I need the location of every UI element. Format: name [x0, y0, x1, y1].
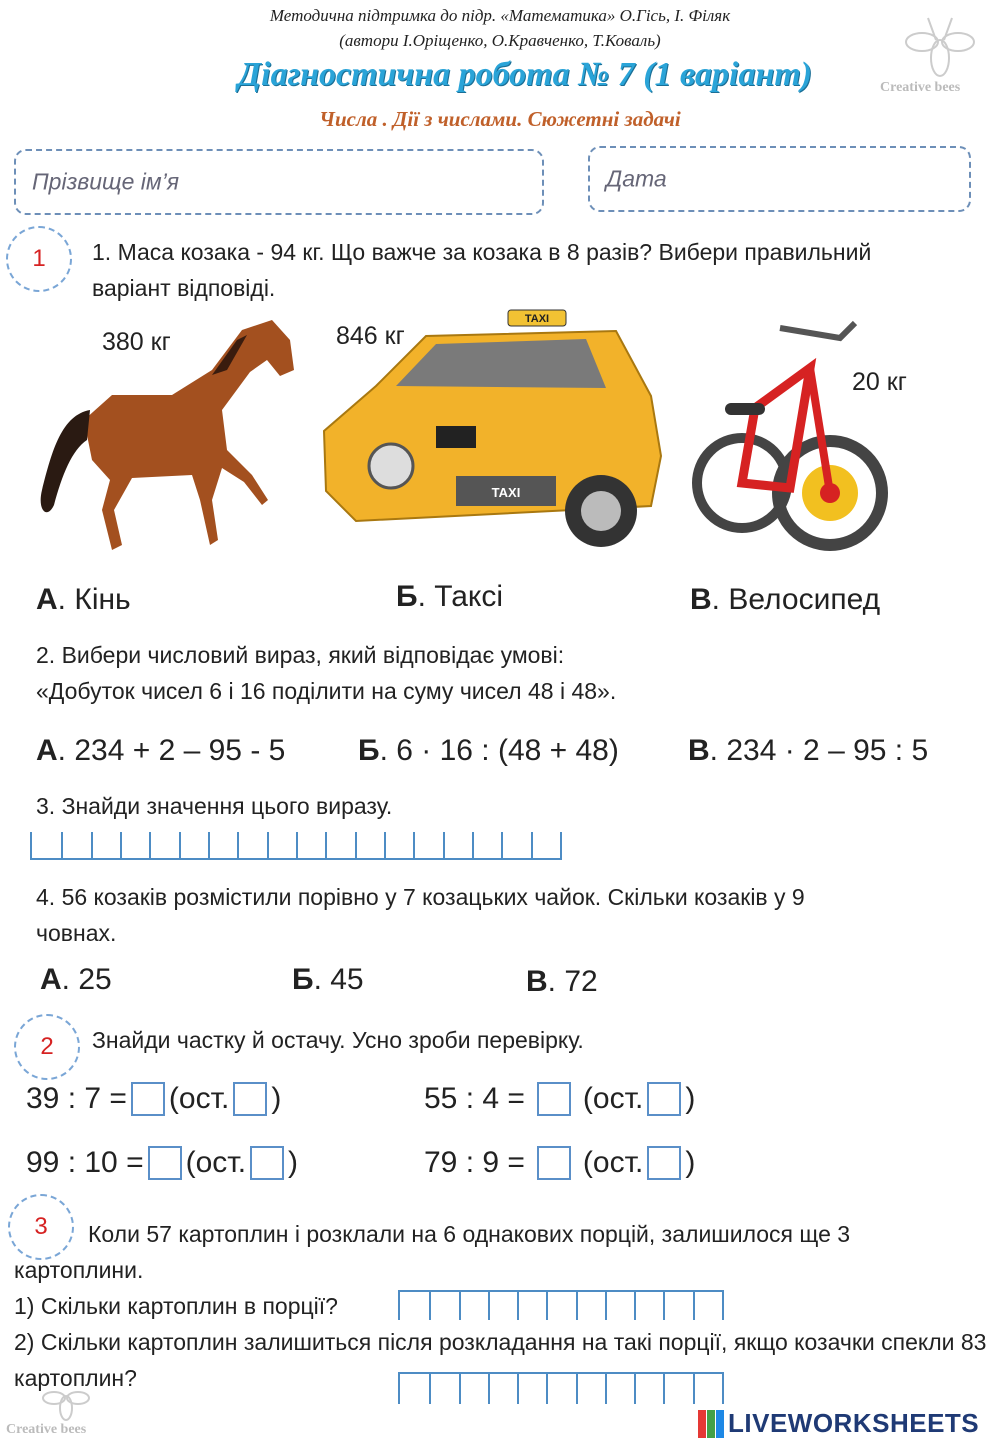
grid-line: [576, 1374, 578, 1404]
watermark-text: Creative bees: [880, 80, 961, 95]
grid-line: [634, 1374, 636, 1404]
quotient-input[interactable]: [537, 1082, 571, 1116]
q2-option-c[interactable]: В. 234 · 2 – 95 : 5: [688, 734, 929, 767]
horse-weight: 380 кг: [102, 328, 171, 356]
q2-option-b[interactable]: Б. 6 · 16 : (48 + 48): [358, 734, 619, 767]
task-2-text: Знайди частку й остачу. Усно зроби перевірку.: [92, 1027, 584, 1053]
grid-line: [459, 1374, 461, 1404]
grid-line: [413, 832, 415, 858]
q4-option-a[interactable]: А. 25: [40, 963, 112, 996]
q2-option-a[interactable]: А. 234 + 2 – 95 - 5: [36, 734, 286, 767]
watermark-text: Creative bees: [6, 1422, 87, 1437]
task-badge-3: 3: [8, 1194, 74, 1260]
grid-line: [693, 1292, 695, 1320]
page-subtitle: Числа . Дії з числами. Сюжетні задачі: [319, 107, 681, 131]
header-line-2: (автори І.Оріщенко, О.Кравченко, Т.Коваль): [339, 31, 661, 50]
bicycle-icon: [697, 323, 882, 545]
quotient-input[interactable]: [131, 1082, 165, 1116]
grid-line: [179, 832, 181, 858]
grid-line: [296, 832, 298, 858]
grid-line: [663, 1292, 665, 1320]
task-badge-1: 1: [6, 226, 72, 292]
bee-logo: [880, 10, 988, 100]
task-3-question-2: 2) Скільки картоплин залишиться після розкладання на такі порції, якщо козачки спекли 83 картоплин?: [14, 1329, 987, 1391]
division-row-1-right: 55 : 4 = (ост. ): [424, 1082, 696, 1115]
grid-line: [693, 1374, 695, 1404]
taxi-plate: TAXI: [491, 485, 521, 500]
q3-answer-grid[interactable]: [30, 832, 562, 860]
grid-line: [605, 1374, 607, 1404]
grid-line: [149, 832, 151, 858]
grid-line: [472, 832, 474, 858]
task-badge-2: 2: [14, 1014, 80, 1080]
grid-line: [546, 1292, 548, 1320]
grid-line: [120, 832, 122, 858]
division-row-1-left: 39 : 7 = (ост. ): [26, 1082, 282, 1115]
grid-line: [531, 832, 533, 858]
quotient-input[interactable]: [537, 1146, 571, 1180]
name-field[interactable]: [14, 149, 544, 215]
grid-line: [443, 832, 445, 858]
brand-text: LIVEWORKSHEETS: [728, 1408, 980, 1438]
division-row-2-left: 99 : 10 = (ост. ): [26, 1146, 299, 1179]
horse-image: [22, 300, 297, 560]
date-field[interactable]: [588, 146, 971, 212]
horse-icon: [41, 320, 294, 550]
grid-line: [61, 832, 63, 858]
taxi-image: [316, 306, 666, 561]
quotient-input[interactable]: [148, 1146, 182, 1180]
q4-option-b[interactable]: Б. 45: [292, 963, 364, 996]
remainder-input[interactable]: [647, 1082, 681, 1116]
taxi-weight: 846 кг: [336, 322, 405, 350]
remainder-input[interactable]: [250, 1146, 284, 1180]
question-3: 3. Знайди значення цього виразу.: [36, 793, 393, 819]
taxi-icon: [324, 310, 661, 547]
question-2-condition: «Добуток чисел 6 і 16 поділити на суму чисел 48 і 48».: [36, 678, 617, 704]
division-row-2-right: 79 : 9 = (ост. ): [424, 1146, 696, 1179]
grid-line: [429, 1292, 431, 1320]
task-3-answer-grid-2[interactable]: [398, 1372, 724, 1404]
q1-option-b[interactable]: Б. Таксі: [396, 580, 504, 613]
grid-line: [208, 832, 210, 858]
grid-line: [91, 832, 93, 858]
question-4: 4. 56 козаків розмістили порівно у 7 козацьких чайок. Скільки козаків у 9 човнах.: [36, 884, 805, 946]
remainder-input[interactable]: [233, 1082, 267, 1116]
bicycle-weight: 20 кг: [852, 368, 907, 396]
task-3-answer-grid-1[interactable]: [398, 1290, 724, 1320]
grid-line: [429, 1374, 431, 1404]
date-placeholder: Дата: [606, 165, 667, 192]
bicycle-image: [690, 308, 910, 558]
grid-line: [501, 832, 503, 858]
grid-line: [576, 1292, 578, 1320]
grid-line: [384, 832, 386, 858]
grid-line: [355, 832, 357, 858]
page-title: Діагностична робота № 7 (1 варіант): [237, 56, 813, 93]
grid-line: [605, 1292, 607, 1320]
bee-icon: [36, 1384, 96, 1424]
question-2: 2. Вибери числовий вираз, який відповідає умові:: [36, 642, 565, 668]
grid-line: [267, 832, 269, 858]
q1-option-a[interactable]: А. Кінь: [36, 583, 131, 616]
q1-option-c[interactable]: В. Велосипед: [690, 583, 881, 616]
grid-line: [488, 1374, 490, 1404]
grid-line: [488, 1292, 490, 1320]
task-3-question-1: 1) Скільки картоплин в порції?: [14, 1293, 338, 1319]
grid-line: [546, 1374, 548, 1404]
liveworksheets-icon: [698, 1410, 724, 1438]
grid-line: [325, 832, 327, 858]
bee-logo-bottom: [6, 1384, 126, 1442]
grid-line: [517, 1292, 519, 1320]
name-placeholder: Прізвище ім’я: [32, 168, 180, 195]
grid-line: [459, 1292, 461, 1320]
header-line-1: Методична підтримка до підр. «Математика» О.Гісь, І. Філяк: [269, 6, 731, 25]
grid-line: [517, 1374, 519, 1404]
remainder-input[interactable]: [647, 1146, 681, 1180]
grid-line: [237, 832, 239, 858]
taxi-roof-sign: TAXI: [524, 313, 550, 325]
q4-option-c[interactable]: В. 72: [526, 965, 598, 998]
question-1: 1. Маса козака - 94 кг. Що важче за козака в 8 разів? Вибери правильний варіант відповіді.: [92, 239, 872, 301]
task-3-text: Коли 57 картоплин і розклали на 6 однакових порцій, залишилося ще 3 картоплини.: [14, 1221, 851, 1283]
grid-line: [663, 1374, 665, 1404]
liveworksheets-logo[interactable]: [698, 1408, 979, 1439]
grid-line: [634, 1292, 636, 1320]
